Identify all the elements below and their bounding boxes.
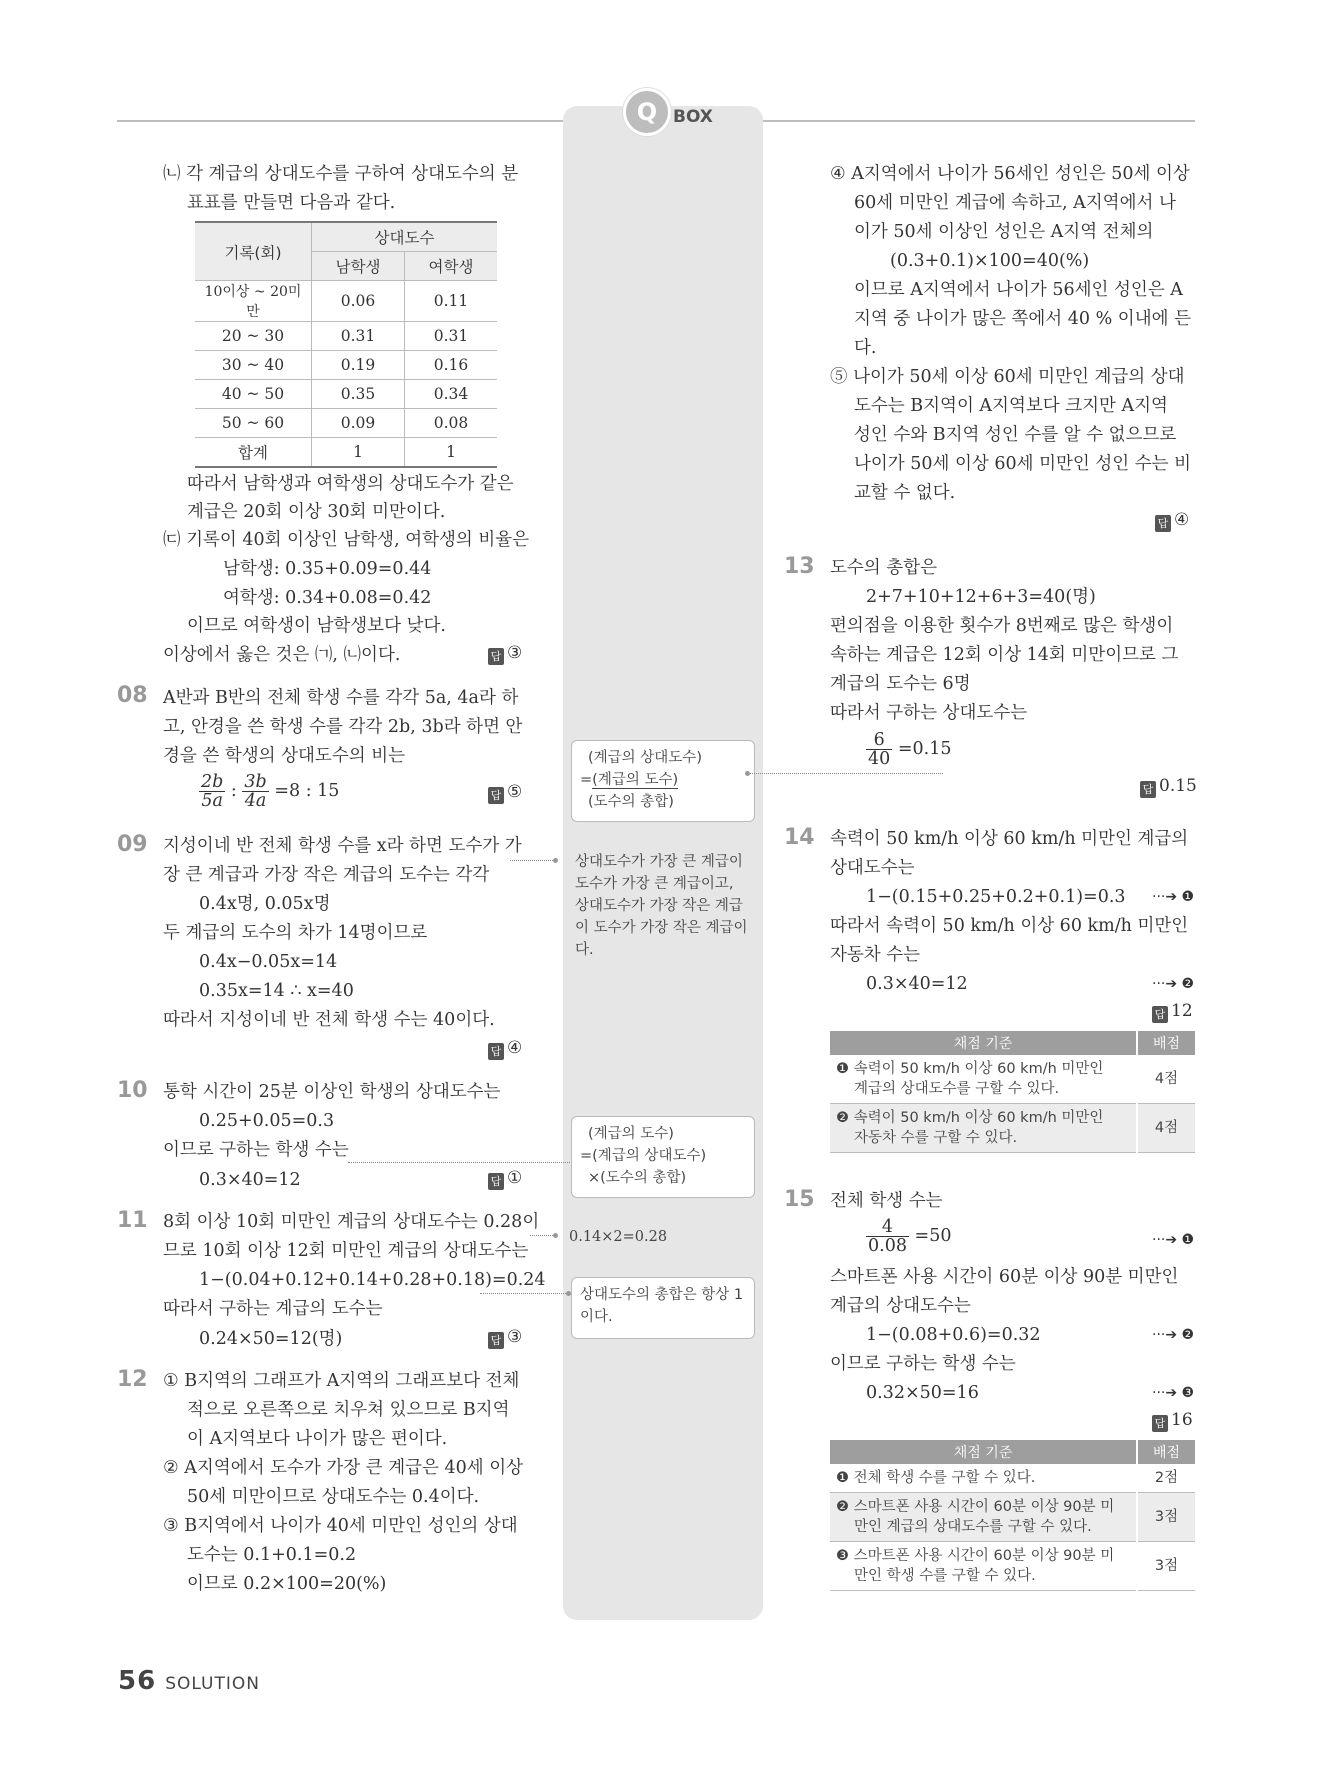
sec12b-l3: 이가 50세 이상인 성인은 A지역 전체의: [854, 222, 1154, 242]
th-girls: 여학생: [405, 252, 498, 281]
problem-number-14: 14: [784, 825, 815, 850]
header-rule-right: [760, 120, 1195, 122]
sec9-l2: 장 큰 계급과 가장 작은 계급의 도수는 각각: [163, 865, 490, 885]
page-number: 56: [118, 1666, 157, 1696]
sec11-l1: 8회 이상 10회 미만인 계급의 상대도수는 0.28이: [163, 1212, 540, 1232]
sec8-answer: 답 ⑤: [488, 782, 522, 804]
sec14-answer: 답 12: [1152, 1001, 1193, 1023]
connector-dot: [553, 1233, 558, 1238]
sec11-l2: 므로 10회 이상 12회 미만인 계급의 상대도수는: [163, 1241, 529, 1261]
problem-number-08: 08: [117, 683, 148, 708]
sec12b-l6: 지역 중 나이가 많은 쪽에서 40 % 이내에 든: [854, 309, 1191, 329]
sec15-answer: 답 16: [1152, 1410, 1193, 1432]
qbox-note-calc: 0.14×2=0.28: [569, 1229, 668, 1245]
sec7-c-l5: 이상에서 옳은 것은 ㈀, ㈁이다.: [163, 645, 401, 665]
connector-line: [510, 860, 555, 861]
sec14-l6: 0.3×40=12: [866, 974, 968, 994]
answer-icon: 답: [488, 648, 504, 665]
footer-label: SOLUTION: [165, 1674, 260, 1694]
sec7-b-l1: ㈁ 각 계급의 상대도수를 구하여 상대도수의 분: [163, 164, 519, 184]
sec14-l2: 상대도수는: [830, 858, 915, 878]
sec15-l4: 1−(0.08+0.6)=0.32: [866, 1325, 1041, 1345]
connector-line: [748, 773, 943, 774]
problem-number-09: 09: [117, 832, 148, 857]
qbox-note-sum-is-one: 상대도수의 총합은 항상 1 이다.: [571, 1277, 755, 1339]
sec12b-l2: 60세 미만인 계급에 속하고, A지역에서 나: [854, 193, 1176, 213]
problem-number-13: 13: [784, 554, 815, 579]
answer-icon: 답: [488, 1173, 504, 1190]
sec12b-l10: 성인 수와 B지역 성인 수를 알 수 없으므로: [854, 425, 1177, 445]
sec7-c-l2: 남학생: 0.35+0.09=0.44: [223, 559, 432, 579]
sec7-c-l3: 여학생: 0.34+0.08=0.42: [223, 588, 432, 608]
sec14-l1: 속력이 50 km/h 이상 60 km/h 미만인 계급의: [830, 829, 1189, 849]
sec15-l3: 계급의 상대도수는: [830, 1296, 971, 1316]
sec12b-l12: 교할 수 없다.: [854, 483, 956, 503]
scoring-table-14: 채점 기준 배점 ❶ 속력이 50 km/h 이상 60 km/h 미만인 계급의 상대도수를 구할 수 있다. 4점 ❷ 속력이 50 km/h 이상 60 km/h 미만인 자동차 수를 구할 수 있다. 4점: [830, 1031, 1195, 1153]
table-row: 30 ~ 40 0.19 0.16: [195, 351, 497, 380]
sec11-answer: 답 ③: [488, 1327, 522, 1349]
sec13-l1: 도수의 총합은: [830, 558, 937, 578]
sec12b-l9: 도수는 B지역이 A지역보다 크지만 A지역: [854, 396, 1168, 416]
connector-line: [530, 1235, 555, 1236]
page-footer: [118, 1666, 260, 1696]
th-relative-frequency: 상대도수: [312, 222, 498, 252]
sec10-l4: 0.3×40=12: [199, 1170, 301, 1190]
sec14-l3: 1−(0.15+0.25+0.2+0.1)=0.3: [866, 887, 1126, 907]
sec12b-l7: 다.: [854, 338, 877, 358]
table-total-row: 합계 1 1: [195, 438, 497, 468]
connector-line: [348, 1162, 570, 1163]
step-marker-3: ···➔ ❸: [1152, 1385, 1195, 1401]
sec7-c-l1: ㈂ 기록이 40회 이상인 남학생, 여학생의 비율은: [163, 530, 530, 550]
sec15-l6: 0.32×50=16: [866, 1383, 979, 1403]
sec12-l2: 적으로 오른쪽으로 치우쳐 있으므로 B지역: [187, 1400, 510, 1420]
qbox-note-relative-frequency: (계급의 상대도수) =(계급의 도수) (도수의 총합): [571, 740, 755, 822]
step-marker-1: ···➔ ❶: [1152, 1232, 1195, 1248]
sec12-l4: ② A지역에서 도수가 가장 큰 계급은 40세 이상: [163, 1458, 524, 1478]
sec13-fraction: $\frac{6}{40}$ =0.15: [868, 730, 952, 769]
sec9-l6: 0.35x=14 ∴ x=40: [199, 981, 354, 1001]
step-marker-1: ···➔ ❶: [1152, 889, 1195, 905]
sec12-l6: ③ B지역에서 나이가 40세 미만인 성인의 상대: [163, 1516, 518, 1536]
connector-dot: [745, 771, 750, 776]
sec15-l5: 이므로 구하는 학생 수는: [830, 1354, 1016, 1374]
scoring-table-15: 채점 기준 배점 ❶ 전체 학생 수를 구할 수 있다. 2점 ❷ 스마트폰 사용 시간이 60분 이상 90분 미 만인 계급의 상대도수를 구할 수 있다. 3점 ❸ 스마트폰 사용 시간이 60분 이상 90분 미 만인 학생 수를 구할 수 있다. 3점: [830, 1440, 1195, 1591]
sec9-l4: 두 계급의 도수의 차가 14명이므로: [163, 923, 428, 943]
connector-dot: [553, 858, 558, 863]
answer-icon: 답: [488, 787, 504, 804]
qbox-note-largest-class: 상대도수가 가장 큰 계급이 도수가 가장 큰 계급이고, 상대도수가 가장 작은 계급 이 도수가 가장 작은 계급이 다.: [575, 854, 748, 958]
sec12b-l11: 나이가 50세 이상 60세 미만인 성인 수는 비: [854, 454, 1192, 474]
sec12-l8: 이므로 0.2×100=20(%): [187, 1574, 387, 1594]
qbox-label: BOX: [673, 107, 713, 127]
sec12b-l5: 이므로 A지역에서 나이가 56세인 성인은 A: [854, 280, 1183, 300]
sec12-l1: ① B지역의 그래프가 A지역의 그래프보다 전체: [163, 1371, 520, 1391]
answer-icon: 답: [1155, 515, 1171, 532]
sec9-l3: 0.4x명, 0.05x명: [199, 894, 331, 914]
qbox-q-icon: Q: [623, 88, 671, 136]
qbox-note-class-frequency: (계급의 도수) =(계급의 상대도수) ×(도수의 총합): [571, 1116, 755, 1198]
sec10-answer: 답 ①: [488, 1168, 522, 1190]
sec15-l2: 스마트폰 사용 시간이 60분 이상 90분 미만인: [830, 1267, 1179, 1287]
sec12b-l1: ④ A지역에서 나이가 56세인 성인은 50세 이상: [830, 164, 1190, 184]
sec14-l4: 따라서 속력이 50 km/h 이상 60 km/h 미만인: [830, 916, 1189, 936]
table-row: 10이상 ~ 20미만 0.06 0.11: [195, 281, 497, 322]
relative-frequency-table: [195, 221, 497, 468]
sec14-l5: 자동차 수는: [830, 945, 921, 965]
problem-number-15: 15: [784, 1187, 815, 1212]
answer-icon: 답: [1140, 781, 1156, 798]
sec8-l3: 경을 쓴 학생의 상대도수의 비는: [163, 746, 406, 766]
sec8-ratio: $\frac{2b}{5a}$ : $\frac{3b}{4a}$ =8 : 15: [201, 772, 340, 811]
sec8-l1: A반과 B반의 전체 학생 수를 각각 5a, 4a라 하: [163, 688, 519, 708]
sec13-l2: 2+7+10+12+6+3=40(명): [866, 587, 1096, 607]
sec13-l3: 편의점을 이용한 횟수가 8번째로 많은 학생이: [830, 616, 1174, 636]
problem-number-11: 11: [117, 1208, 148, 1233]
sec15-fraction: $\frac{4}{0.08}$ =50: [868, 1217, 952, 1256]
sec10-l3: 이므로 구하는 학생 수는: [163, 1140, 349, 1160]
answer-icon: 답: [1152, 1006, 1168, 1023]
sec13-answer: 답 0.15: [1140, 776, 1197, 798]
step-marker-2: ···➔ ❷: [1152, 976, 1195, 992]
connector-dot: [566, 1291, 571, 1296]
answer-icon: 답: [488, 1043, 504, 1060]
sec12b-l4: (0.3+0.1)×100=40(%): [890, 251, 1090, 271]
header-rule-left: [117, 120, 567, 122]
sec9-l7: 따라서 지성이네 반 전체 학생 수는 40이다.: [163, 1010, 495, 1030]
sec13-l6: 따라서 구하는 상대도수는: [830, 703, 1028, 723]
sec12-l3: 이 A지역보다 나이가 많은 편이다.: [187, 1429, 448, 1449]
sec11-l5: 0.24×50=12(명): [199, 1329, 343, 1349]
sec7-c-l4: 이므로 여학생이 남학생보다 낮다.: [187, 616, 446, 636]
sec12-l5: 50세 미만이므로 상대도수는 0.4이다.: [187, 1487, 480, 1507]
sec7-b-l4: 계급은 20회 이상 30회 미만이다.: [187, 502, 446, 522]
answer-icon: 답: [1152, 1415, 1168, 1432]
sec9-l1: 지성이네 반 전체 학생 수를 x라 하면 도수가 가: [163, 836, 522, 856]
answer-icon: 답: [488, 1332, 504, 1349]
sec11-l4: 따라서 구하는 계급의 도수는: [163, 1299, 383, 1319]
problem-number-12: 12: [117, 1367, 148, 1392]
sec15-l1: 전체 학생 수는: [830, 1191, 943, 1211]
sec13-l4: 속하는 계급은 12회 이상 14회 미만이므로 그: [830, 645, 1179, 665]
sec7-answer: 답 ③: [488, 643, 522, 665]
table-row: 40 ~ 50 0.35 0.34: [195, 380, 497, 409]
table-row: 50 ~ 60 0.09 0.08: [195, 409, 497, 438]
th-record: 기록(회): [195, 222, 312, 281]
connector-line: [480, 1293, 570, 1294]
sec13-l5: 계급의 도수는 6명: [830, 674, 971, 694]
th-boys: 남학생: [312, 252, 405, 281]
sec12b-l8: ⑤ 나이가 50세 이상 60세 미만인 계급의 상대: [830, 367, 1185, 387]
sec9-l5: 0.4x−0.05x=14: [199, 952, 338, 972]
sec12-l7: 도수는 0.1+0.1=0.2: [187, 1545, 357, 1565]
sec12b-answer: 답 ④: [1155, 510, 1189, 532]
problem-number-10: 10: [117, 1078, 148, 1103]
step-marker-2: ···➔ ❷: [1152, 1327, 1195, 1343]
sec8-l2: 고, 안경을 쓴 학생 수를 각각 2b, 3b라 하면 안: [163, 717, 523, 737]
sec7-b-l3: 따라서 남학생과 여학생의 상대도수가 같은: [187, 474, 514, 494]
table-row: 20 ~ 30 0.31 0.31: [195, 322, 497, 351]
sec9-answer: 답 ④: [488, 1038, 522, 1060]
sec11-l3: 1−(0.04+0.12+0.14+0.28+0.18)=0.24: [199, 1270, 546, 1290]
sec7-b-l2: 표표를 만들면 다음과 같다.: [187, 193, 396, 213]
sec10-l1: 통학 시간이 25분 이상인 학생의 상대도수는: [163, 1082, 501, 1102]
sec10-l2: 0.25+0.05=0.3: [199, 1111, 335, 1131]
